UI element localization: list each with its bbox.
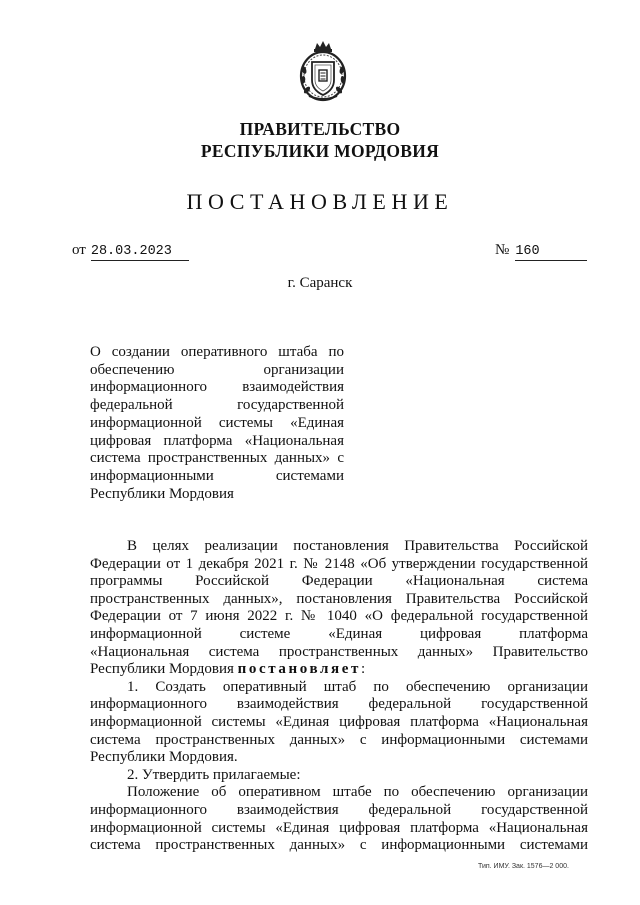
preamble-line: информационной системе «Единая цифровая платформа [90,625,588,642]
preamble-line: «Национальная система пространственных данных» Правительство [90,643,588,660]
document-subject [90,344,344,503]
print-mark: Тип. ИМУ. Зак. 1576—2 000. [478,863,569,870]
subject-line: информационного взаимодействия [90,379,344,396]
government-title-line1: ПРАВИТЕЛЬСТВО [239,119,401,139]
subject-line: О создании оперативного штаба по [90,344,344,360]
subject-line: Республики Мордовия [90,485,234,502]
city-name: г. Саранск [287,275,353,291]
decree-word: постановляет [237,661,361,678]
item2-sub-line: информационной системы «Единая цифровая платформа «Национальная [90,819,588,836]
subject-line: федеральной государственной [90,397,344,414]
document-type-heading: ПОСТАНОВЛЕНИЕ [186,189,454,214]
preamble-line: программы Российской Федерации «Национальная система [90,573,588,590]
preamble-line: Федерации от 7 июня 2022 г. № 1040 «О федеральной государственной [90,608,588,625]
item1-line: информационной системы «Единая цифровая платформа «Национальная [90,713,588,730]
subject-line: система пространственных данных» с [90,450,344,467]
coat-of-arms-icon [297,40,349,104]
preamble-line: пространственных данных», постановления Правительства Российской [90,590,588,607]
decree-colon: : [360,661,366,678]
document-body [90,538,588,855]
item2-line: 2. Утвердить прилагаемые: [127,766,301,783]
government-title-line2: РЕСПУБЛИКИ МОРДОВИЯ [200,141,440,161]
item2-sub-line: Положение об оперативном штабе по обеспечению организации [127,784,588,801]
date-prefix: от [72,242,86,258]
subject-line: цифровая платформа «Национальная [90,432,344,449]
item1-line: информационного взаимодействия федеральной государственной [90,696,588,713]
date-value: 28.03.2023 [91,243,189,261]
subject-line: обеспечению организации [90,361,344,378]
item2-sub-line: информационного взаимодействия федеральной государственной [90,801,588,818]
item1-line: 1. Создать оперативный штаб по обеспечению организации [127,678,588,695]
number-prefix: № [495,242,510,258]
item2-sub-line: система пространственных данных» с информационными системами [90,837,588,854]
number-value: 160 [515,243,587,261]
subject-line: информационными системами [90,467,344,484]
date-block [72,240,189,261]
item1-line: Республики Мордовия. [90,749,238,766]
preamble-line: В целях реализации постановления Правительства Российской [127,538,588,554]
item1-line: системa пространственных данных» с информационными системами [90,731,588,748]
subject-line: информационной системы «Единая [90,414,344,431]
number-block [495,240,587,261]
preamble-line: Федерации от 1 декабря 2021 г. № 2148 «Об утверждении государственной [90,555,588,572]
preamble-closing-line [90,661,588,679]
preamble-end: Республики Мордовия [90,661,234,678]
